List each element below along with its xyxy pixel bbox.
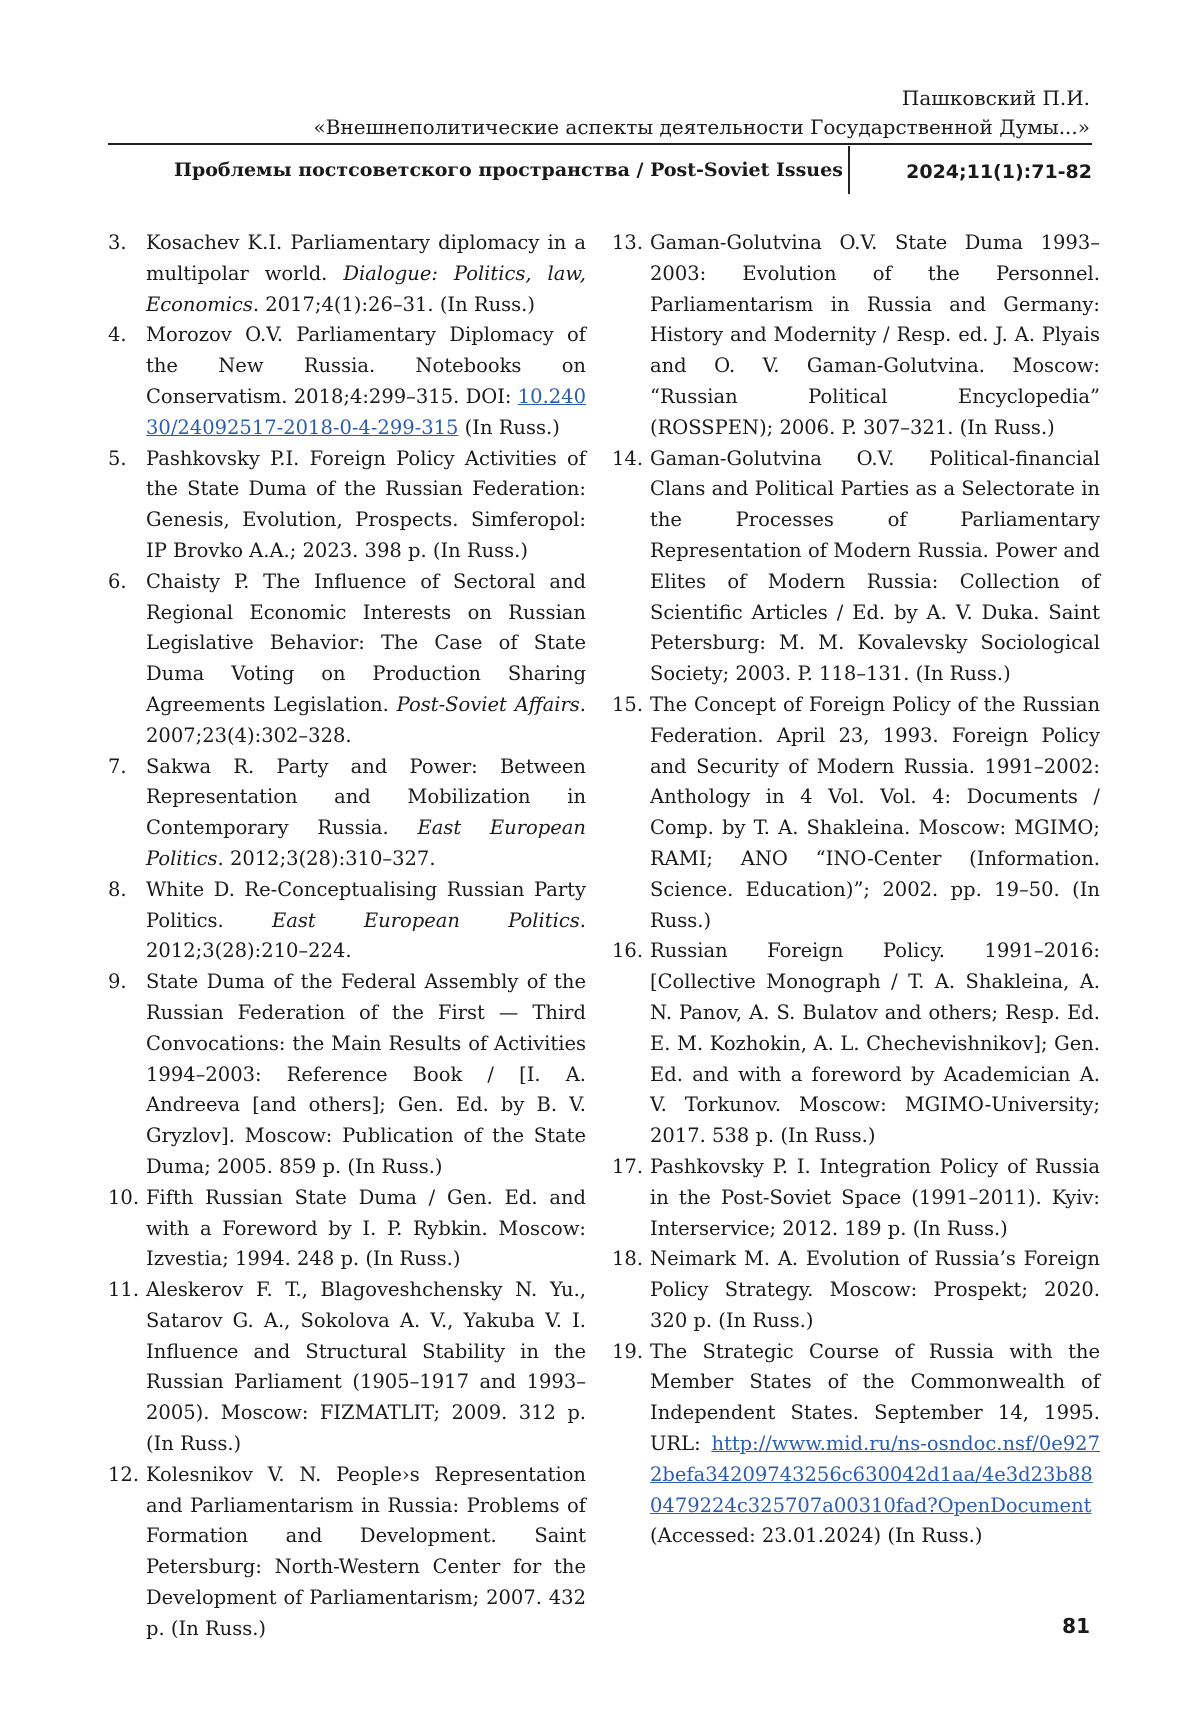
reference-text-main: The Concept of Foreign Policy of the Russian Federation. April 23, 1993. Foreign Policy and Security of Modern Russia. 1991–2002: Anthology in 4 Vol. Vol. 4: Documents / Comp. by T. A. Shakleina. Moscow: MGIMO; RAMI; ANO “INO-Center (Information. Science. Education)”; 2002. pp. 19–50. (In Russ.) bbox=[650, 692, 1100, 932]
reference-number: 17. bbox=[612, 1154, 644, 1178]
reference-text bbox=[146, 1275, 586, 1460]
reference-text bbox=[650, 444, 1100, 690]
reference-number: 5. bbox=[108, 446, 127, 470]
reference-text-main: Gaman-Golutvina O.V. State Duma 1993–2003: Evolution of the Personnel. Parliamentarism in Russia and Germany: History and Modernity / Resp. ed. J. A. Plyais and O. V. Gaman-Golutvina. Moscow: “Russian Political Encyclopedia” (ROSSPEN); 2006. P. 307–321. (In Russ.) bbox=[650, 231, 1100, 439]
reference-text-main: Chaisty P. The Influence of Sectoral and Regional Economic Interests on Russian Legislative Behavior: The Case of State Duma Voting on Production Sharing Agreements Legislation. bbox=[146, 569, 586, 716]
reference-number: 12. bbox=[108, 1462, 140, 1486]
page-number: 81 bbox=[1062, 1614, 1090, 1638]
reference-number: 6. bbox=[108, 569, 127, 593]
reference-journal-title: Dialogue: Politics, law, Economics bbox=[146, 261, 586, 316]
reference-item bbox=[612, 936, 1100, 1152]
reference-number: 13. bbox=[612, 231, 644, 254]
reference-text-tail: . 2007;23(4):302–328. bbox=[146, 692, 586, 747]
reference-number: 16. bbox=[612, 939, 644, 963]
author-name: Пашковский П.И. bbox=[901, 86, 1090, 110]
reference-number: 4. bbox=[108, 323, 127, 347]
reference-text bbox=[650, 1152, 1100, 1244]
reference-text-tail: (In Russ.) bbox=[458, 415, 560, 439]
reference-item bbox=[612, 1152, 1100, 1244]
reference-link[interactable]: http://www.mid.ru/ns-osndoc.nsf/0e9272befa34209743256c630042d1aa/4e3d23b880479224c325707a00310fad?OpenDocument bbox=[650, 1432, 1100, 1517]
reference-text bbox=[146, 875, 586, 967]
reference-item bbox=[612, 1337, 1100, 1553]
reference-item bbox=[612, 228, 1100, 444]
reference-text bbox=[146, 444, 586, 567]
reference-number: 9. bbox=[108, 970, 127, 994]
reference-text bbox=[146, 752, 586, 875]
reference-text bbox=[650, 1337, 1100, 1553]
reference-text-main: State Duma of the Federal Assembly of the Russian Federation of the First — Third Convocations: the Main Results of Activities 1994–2003: Reference Book / [I. A. Andreeva [and others]; Gen. Ed. by B. V. Gryzlov]. Moscow: Publication of the State Duma; 2005. 859 p. (In Russ.) bbox=[146, 970, 586, 1178]
reference-number: 8. bbox=[108, 877, 127, 901]
reference-journal-title: Post-Soviet Affairs bbox=[396, 692, 580, 716]
reference-item bbox=[612, 444, 1100, 690]
reference-number: 18. bbox=[612, 1247, 644, 1271]
reference-text-main: Aleskerov F. T., Blagoveshchensky N. Yu., Satarov G. A., Sokolova A. V., Yakuba V. I. Influence and Structural Stability in the Russian Parliament (1905–1917 and 1993–2005). Moscow: FIZMATLIT; 2009. 312 p. (In Russ.) bbox=[146, 1278, 586, 1456]
reference-number: 7. bbox=[108, 754, 127, 778]
reference-item bbox=[108, 752, 586, 875]
reference-item bbox=[108, 1275, 586, 1460]
reference-text bbox=[650, 690, 1100, 936]
running-head bbox=[313, 84, 1090, 142]
reference-item bbox=[108, 444, 586, 567]
reference-journal-title: East European Politics bbox=[146, 816, 586, 870]
reference-text bbox=[146, 1460, 586, 1645]
reference-item bbox=[612, 1244, 1100, 1336]
reference-number: 10. bbox=[108, 1185, 140, 1209]
issue-info: 2024;11(1):71-82 bbox=[906, 161, 1092, 183]
reference-number: 14. bbox=[612, 446, 644, 470]
reference-text-tail: . 2012;3(28):210–224. bbox=[146, 908, 586, 963]
reference-text-main: The Strategic Course of Russia with the Member States of the Commonwealth of Independent States. September 14, 1995. URL: bbox=[650, 1339, 1100, 1456]
reference-item bbox=[108, 228, 586, 320]
reference-text-main: Kolesnikov V. N. People›s Representation and Parliamentarism in Russia: Problems of Formation and Development. Saint Petersburg: North-Western Center for the Development of Parliamentarism; 2007. 432 p. (In Russ.) bbox=[146, 1462, 586, 1640]
reference-text bbox=[650, 1244, 1100, 1336]
reference-text bbox=[146, 567, 586, 752]
article-title: «Внешнеполитические аспекты деятельности Государственной Думы...» bbox=[313, 115, 1090, 139]
reference-text bbox=[146, 967, 586, 1183]
reference-number: 11. bbox=[108, 1278, 140, 1302]
reference-text-main: Pashkovsky P. I. Integration Policy of Russia in the Post-Soviet Space (1991–2011). Kyiv: Interservice; 2012. 189 p. (In Russ.) bbox=[650, 1154, 1100, 1240]
reference-item bbox=[108, 567, 586, 752]
journal-title: Проблемы постсоветского пространства / Post-Soviet Issues bbox=[174, 159, 843, 181]
reference-text-main: Gaman-Golutvina O.V. Political-financial Clans and Political Parties as a Selectorate in the Processes of Parliamentary Representation of Modern Russia. Power and Elites of Modern Russia: Collection of Scientific Articles / Ed. by A. V. Duka. Saint Petersburg: M. M. Kovalevsky Sociological Society; 2003. P. 118–131. (In Russ.) bbox=[650, 446, 1100, 686]
reference-text bbox=[650, 228, 1100, 444]
reference-text bbox=[146, 320, 586, 443]
reference-text-tail: . 2012;3(28):310–327. bbox=[217, 846, 436, 870]
reference-item bbox=[108, 875, 586, 967]
reference-text bbox=[650, 936, 1100, 1152]
reference-text-tail: . 2017;4(1):26–31. (In Russ.) bbox=[252, 292, 535, 316]
reference-text-main: Fifth Russian State Duma / Gen. Ed. and with a Foreword by I. P. Rybkin. Moscow: Izvestia; 1994. 248 p. (In Russ.) bbox=[146, 1185, 586, 1271]
reference-item bbox=[108, 1183, 586, 1275]
reference-link[interactable]: 10.24030/24092517-2018-0-4-299-315 bbox=[146, 384, 586, 439]
reference-number: 3. bbox=[108, 231, 127, 254]
reference-item bbox=[108, 967, 586, 1183]
reference-journal-title: East European Politics bbox=[271, 908, 580, 932]
reference-number: 19. bbox=[612, 1339, 644, 1363]
reference-text-main: White D. Re-Conceptualising Russian Party Politics. bbox=[146, 877, 586, 932]
reference-text-main: Kosachev K.I. Parliamentary diplomacy in a multipolar world. bbox=[146, 231, 586, 285]
reference-text-main: Sakwa R. Party and Power: Between Representation and Mobilization in Contemporary Russia. bbox=[146, 754, 586, 840]
reference-text bbox=[146, 1183, 586, 1275]
header-rule bbox=[108, 143, 1092, 145]
reference-text-main: Pashkovsky P.I. Foreign Policy Activities of the State Duma of the Russian Federation: Genesis, Evolution, Prospects. Simferopol: IP Brovko A.A.; 2023. 398 p. (In Russ.) bbox=[146, 446, 586, 562]
references-left-column bbox=[108, 228, 586, 1645]
reference-item bbox=[108, 1460, 586, 1645]
reference-text bbox=[146, 228, 586, 320]
reference-text-main: Russian Foreign Policy. 1991–2016: [Collective Monograph / T. A. Shakleina, A. N. Panov, A. S. Bulatov and others; Resp. Ed. E. M. Kozhokin, A. L. Chechevishnikov]; Gen. Ed. and with a foreword by Academician A. V. Torkunov. Moscow: MGIMO-University; 2017. 538 p. (In Russ.) bbox=[650, 939, 1100, 1148]
reference-text-main: Morozov O.V. Parliamentary Diplomacy of the New Russia. Notebooks on Conservatism. 2018;4:299–315. DOI: bbox=[146, 323, 586, 408]
reference-text-main: Neimark M. A. Evolution of Russia’s Foreign Policy Strategy. Moscow: Prospekt; 2020. 320 p. (In Russ.) bbox=[650, 1247, 1100, 1332]
header-divider bbox=[848, 146, 850, 194]
references-right-column bbox=[612, 228, 1100, 1552]
reference-item bbox=[612, 690, 1100, 936]
reference-number: 15. bbox=[612, 692, 644, 716]
reference-text-tail: (Accessed: 23.01.2024) (In Russ.) bbox=[650, 1524, 983, 1548]
reference-item bbox=[108, 320, 586, 443]
